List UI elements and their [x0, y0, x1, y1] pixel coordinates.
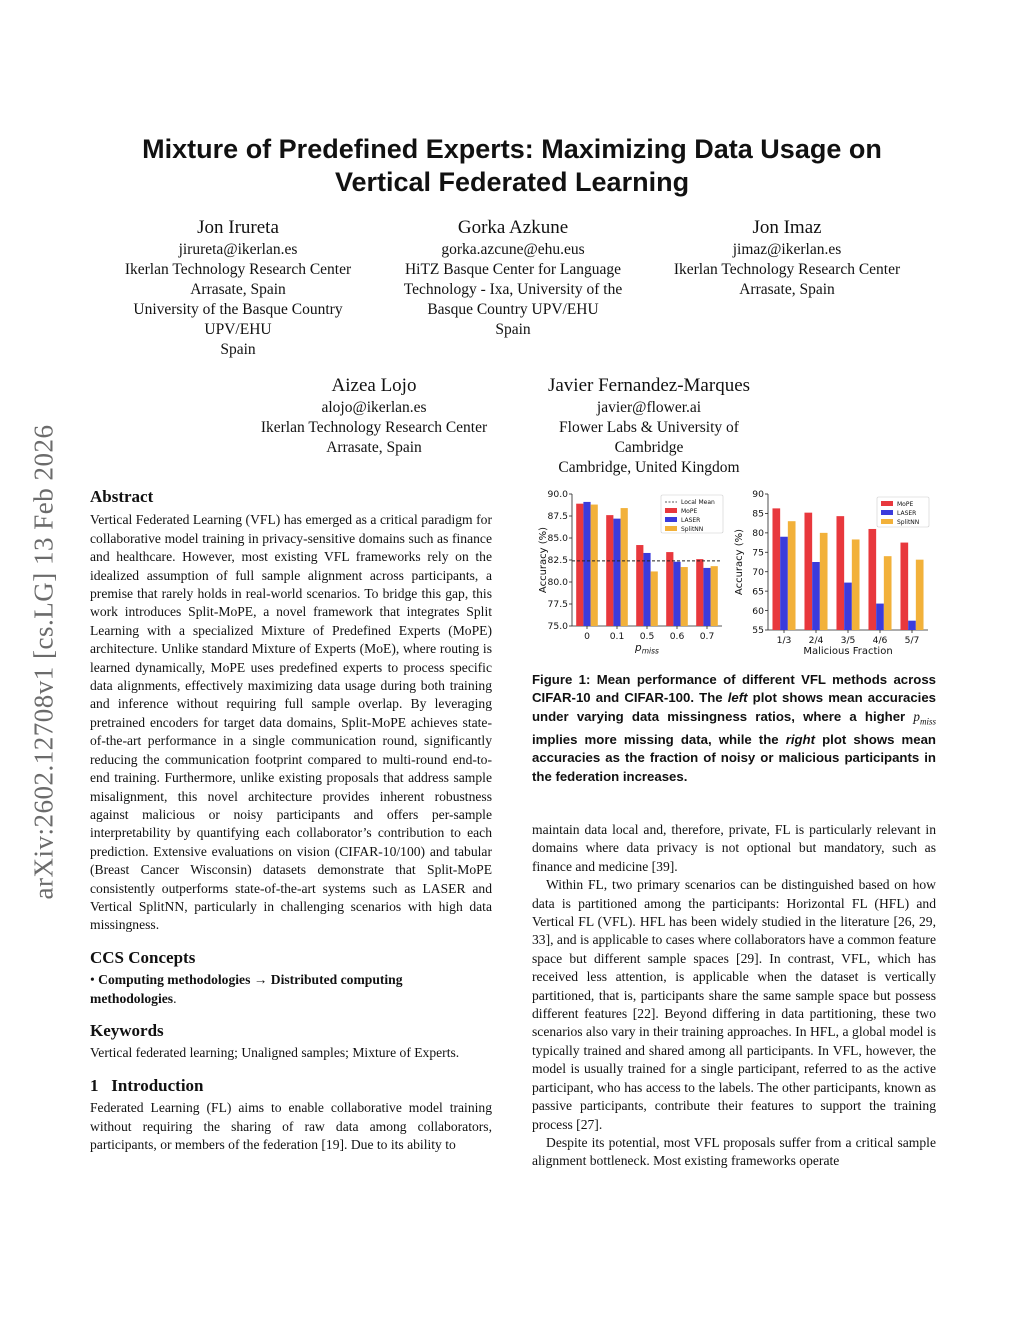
bar-laser	[908, 621, 916, 630]
y-tick-label: 82.5	[547, 555, 568, 567]
intro-paragraph-1-start: Federated Learning (FL) aims to enable collaborative model training without requiring the sharing of raw data among collaborators, participants, or members of the federation [19]. Due to its ability to	[90, 1100, 492, 1152]
author-email[interactable]: jirureta@ikerlan.es	[178, 241, 298, 258]
bar-splitnn	[681, 567, 688, 626]
legend-swatch	[881, 501, 893, 506]
author-affiliation: Arrasate, Spain	[326, 439, 422, 456]
bar-splitnn	[916, 560, 924, 630]
author-block-3	[637, 216, 937, 300]
bar-mope	[606, 515, 613, 626]
title-line-1: Mixture of Predefined Experts: Maximizing Data Usage on	[142, 134, 882, 164]
author-affiliation: HiTZ Basque Center for Language	[404, 261, 622, 278]
y-axis-label: Accuracy (%)	[538, 526, 549, 594]
bar-splitnn	[651, 571, 658, 626]
ccs-term: Computing methodologies → Distributed computing methodologies	[90, 972, 403, 1006]
title-line-2: Vertical Federated Learning	[334, 167, 690, 197]
y-tick-label: 75	[752, 547, 764, 559]
author-affiliation: Ikerlan Technology Research Center	[260, 419, 488, 436]
bar-laser	[812, 562, 820, 630]
author-block-1	[88, 216, 388, 360]
bar-mope	[900, 543, 908, 630]
abstract-text: Vertical Federated Learning (VFL) has emerged as a critical paradigm for collaborative model training in privacy-sensitive domains such as finance and healthcare. However, most existing VFL frameworks rely on the idealized assumption of full sample alignment across participants, a premise that rarely holds in real-world scenarios. To bridge this gap, this work introduces Split-MoPE, a novel framework that integrates Split Learning with a specialized Mixture of Predefined Experts (MoPE) architecture. Unlike standard Mixture of Experts (MoE), where routing is learned dynamically, MoPE uses predefined experts to process specific data alignments, effectively maximizing data usage during both training and inference without requiring full sample overlap. By leveraging pretrained encoders for target data domains, Split-MoPE achieves state-of-the-art performance in a single communication round, significantly reducing the communication footprint compared to multi-round end-to-end training. Furthermore, unlike existing proposals that address sample misalignment, this novel architecture provides inherent robustness against malicious or noisy participants and offers per-sample interpretability by quantifying each collaborator’s contribution to each prediction. Extensive evaluations on vision (CIFAR-10/100) and tabular (Breast Cancer Wisconsin) datasets demonstrate that Split-MoPE consistently outperforms state-of-the-art systems such as LASER and Vertical SplitNN, particularly in challenging scenarios with high data missingness.	[90, 512, 492, 933]
x-tick-label: 0.6	[669, 631, 685, 642]
legend-swatch	[665, 508, 677, 513]
bar-mope	[836, 516, 844, 630]
bar-splitnn	[621, 508, 628, 626]
y-tick-label: 77.5	[547, 599, 568, 611]
ccs-concepts	[90, 971, 492, 1008]
chart-right	[734, 484, 936, 660]
abstract-heading: Abstract	[90, 487, 154, 506]
x-axis-label-main: p	[635, 642, 642, 654]
legend-label: Local Mean	[681, 499, 715, 506]
y-tick-label: 80.0	[547, 577, 568, 589]
keywords-text: Vertical federated learning; Unaligned samples; Mixture of Experts.	[90, 1045, 460, 1061]
y-tick-label: 80	[752, 528, 764, 540]
author-email[interactable]: jimaz@ikerlan.es	[732, 241, 842, 258]
y-axis-label: Accuracy (%)	[734, 528, 745, 596]
y-tick-label: 90	[752, 489, 764, 501]
y-tick-label: 60	[752, 605, 764, 617]
author-affiliation: Basque Country UPV/EHU	[427, 301, 599, 318]
legend-swatch	[881, 519, 893, 524]
author-name: Gorka Azkune	[457, 217, 569, 238]
bar-mope	[666, 552, 673, 626]
x-tick-label: 0	[584, 631, 590, 642]
bar-mope	[636, 545, 643, 626]
author-name: Javier Fernandez-Marques	[547, 375, 751, 396]
bar-laser	[844, 583, 852, 630]
author-block-4	[224, 374, 524, 458]
y-tick-label: 70	[752, 566, 764, 578]
bar-mope	[804, 513, 812, 630]
x-axis-label: Malicious Fraction	[803, 646, 893, 657]
arxiv-identifier: arXiv:2602.12708v1 [cs.LG] 13 Feb 2026	[28, 424, 59, 900]
x-tick-label: 4/6	[872, 635, 888, 646]
chart-left	[530, 484, 730, 660]
legend-label: SplitNN	[897, 519, 920, 526]
keywords-heading: Keywords	[90, 1020, 164, 1040]
bar-laser	[876, 604, 884, 630]
left-column	[90, 488, 492, 1154]
author-name: Jon Imaz	[752, 217, 822, 238]
x-tick-label: 5/7	[904, 635, 920, 646]
ccs-bullet: •	[90, 972, 95, 988]
bar-splitnn	[591, 505, 598, 626]
author-block-5	[499, 374, 799, 478]
x-tick-label: 2/4	[808, 635, 824, 646]
legend-swatch	[881, 510, 893, 515]
bar-mope	[576, 504, 583, 626]
caption-math-sub: miss	[919, 716, 936, 727]
chart-right-svg	[734, 484, 936, 660]
x-tick-label: 3/5	[840, 635, 856, 646]
author-email[interactable]: alojo@ikerlan.es	[321, 399, 427, 416]
bar-mope	[696, 559, 703, 626]
y-tick-label: 87.5	[547, 511, 568, 523]
bar-splitnn	[852, 539, 860, 630]
y-tick-label: 55	[752, 625, 764, 637]
x-tick-label: 0.1	[609, 631, 625, 642]
y-tick-label: 90.0	[547, 489, 568, 501]
author-email[interactable]: gorka.azcune@ehu.eus	[441, 241, 585, 258]
caption-emph: right	[785, 731, 816, 747]
bar-splitnn	[884, 556, 892, 630]
section-number: 1	[90, 1075, 99, 1095]
author-affiliation: Flower Labs & University of	[559, 419, 739, 436]
paper-title	[0, 133, 1024, 199]
author-affiliation: Arrasate, Spain	[739, 281, 835, 298]
bar-laser	[780, 537, 788, 630]
y-tick-label: 65	[752, 586, 764, 598]
y-tick-label: 75.0	[547, 621, 568, 633]
caption-text: Figure 1: Mean performance of different VFL methods across CIFAR-10 and CIFAR-100. The	[532, 672, 936, 706]
caption-emph: left	[727, 690, 748, 706]
bar-laser	[643, 553, 650, 626]
bar-splitnn	[820, 533, 828, 630]
ccs-heading: CCS Concepts	[90, 947, 196, 967]
bar-mope	[868, 529, 876, 630]
bar-laser	[613, 519, 620, 626]
caption-math	[913, 708, 936, 727]
legend-swatch	[665, 526, 677, 531]
y-tick-label: 85	[752, 508, 764, 520]
legend-label: MoPE	[897, 501, 914, 508]
y-tick-label: 85.0	[547, 533, 568, 545]
bar-mope	[772, 508, 780, 630]
bar-laser	[583, 502, 590, 626]
caption-text: plot shows mean accuracies as the fraction of noisy or malicious participants in the federation increases.	[532, 731, 936, 784]
legend-swatch	[665, 517, 677, 522]
x-tick-label: 1/3	[776, 635, 792, 646]
section-title: Introduction	[111, 1075, 204, 1095]
legend-label: SplitNN	[681, 526, 704, 533]
author-affiliation: Spain	[495, 321, 531, 338]
ccs-tail: .	[173, 990, 177, 1006]
author-affiliation: Ikerlan Technology Research Center	[673, 261, 901, 278]
x-tick-label: 0.5	[639, 631, 655, 642]
bar-laser	[703, 568, 710, 626]
author-block-2	[363, 216, 663, 340]
x-axis-label-sub: miss	[641, 646, 659, 656]
author-email[interactable]: javier@flower.ai	[596, 399, 702, 416]
caption-math-main: p	[913, 708, 920, 724]
author-name: Jon Irureta	[197, 217, 279, 238]
author-affiliation: Technology - Ixa, University of the	[403, 281, 623, 298]
legend-label: LASER	[897, 510, 917, 517]
author-affiliation: Cambridge, United Kingdom	[558, 459, 740, 476]
author-affiliation: Arrasate, Spain	[190, 281, 286, 298]
right-column	[532, 821, 936, 1171]
author-affiliation: Ikerlan Technology Research Center	[124, 261, 352, 278]
x-axis-label	[634, 642, 659, 656]
intro-paragraph-2: Within FL, two primary scenarios can be distinguished based on how data is partitioned among the participants: Horizontal FL (HFL) and Vertical FL (VFL). HFL has been widely studied in the literature [26, 29, 33], and is applicable to cases where collaborators have a common feature space but different sample spaces [29]. In contrast, VFL, which has received less attention, is applicable when the dataset is vertically partitioned, that is, participants share the same sample space but possess different features [22]. Beyond differing in data partitioning, these two scenarios also vary in their training approaches. In HFL, a global model is typically trained and shared among all participants. In VFL, however, the model is usually trained for a single participant, referred to as the active participant, who has access to the labels. The other participants, known as passive participants, contribute their features to support the training process [27].	[532, 877, 936, 1132]
bar-splitnn	[711, 566, 718, 626]
figure-caption	[532, 671, 936, 786]
caption-text: plot shows mean accuracies under varying data missingness ratios, where a higher	[532, 690, 936, 724]
author-affiliation: University of the Basque Country	[133, 301, 343, 318]
bar-splitnn	[788, 521, 796, 630]
chart-left-svg	[530, 484, 730, 660]
author-name: Aizea Lojo	[331, 375, 417, 396]
section-heading	[90, 1077, 492, 1095]
intro-paragraph-1-end: maintain data local and, therefore, private, FL is particularly relevant in domains where data privacy is not optional but mandatory, such as finance and medicine [39].	[532, 822, 936, 874]
legend-label: MoPE	[681, 508, 698, 515]
x-tick-label: 0.7	[699, 631, 715, 642]
author-affiliation: Cambridge	[614, 439, 684, 456]
intro-paragraph-3: Despite its potential, most VFL proposals suffer from a critical sample alignment bottleneck. Most existing frameworks operate	[532, 1134, 936, 1169]
author-affiliation: UPV/EHU	[204, 321, 272, 338]
legend-label: LASER	[681, 517, 701, 524]
bar-laser	[673, 562, 680, 626]
author-affiliation: Spain	[220, 341, 256, 358]
caption-text: implies more missing data, while the	[532, 731, 786, 747]
